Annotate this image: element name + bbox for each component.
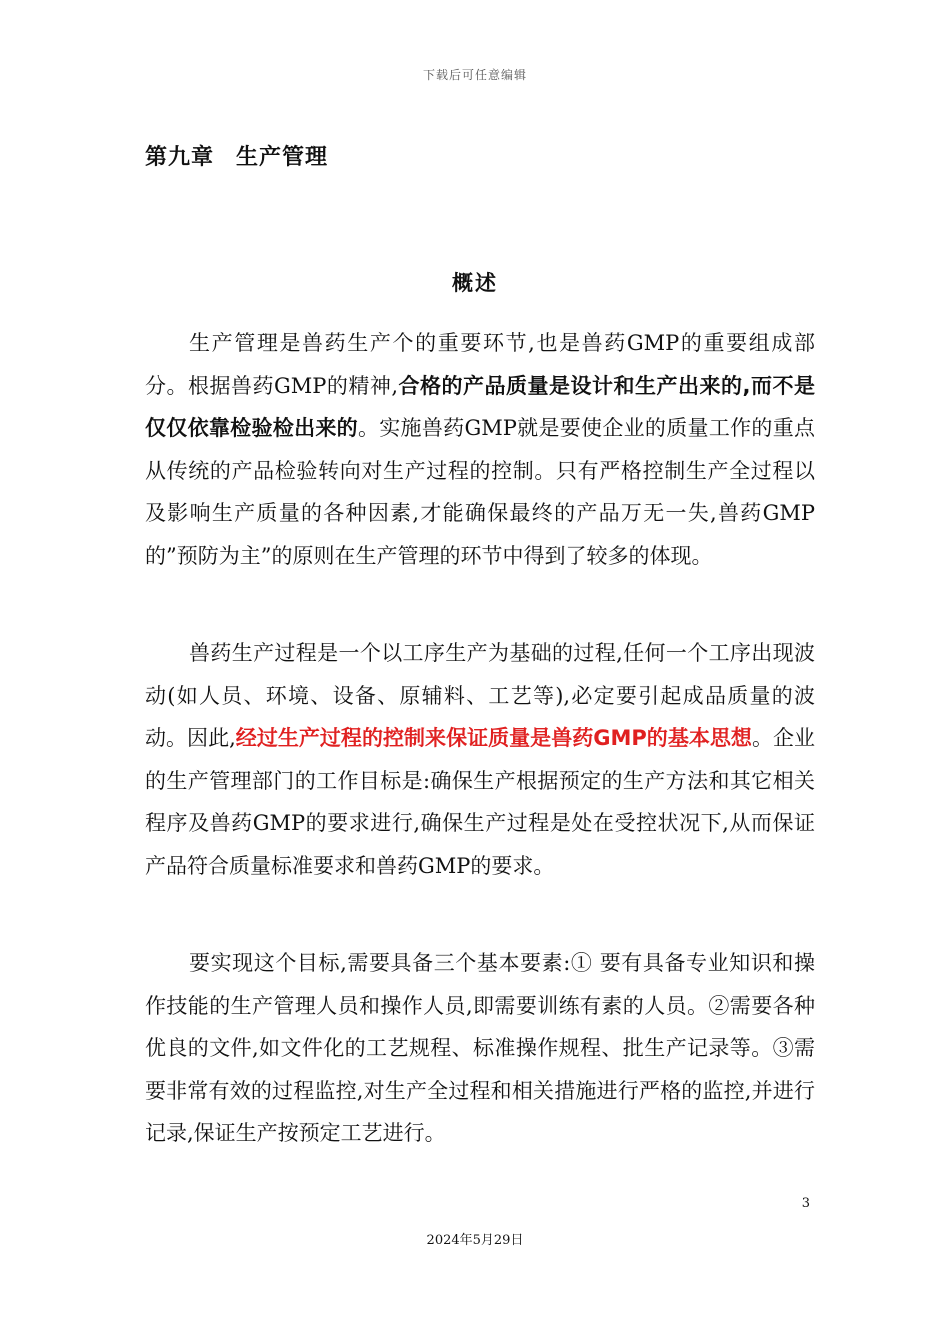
chapter-name: 生产管理 <box>236 145 329 170</box>
section-title: 概述 <box>452 271 498 295</box>
paragraph-text: 要实现这个目标,需要具备三个基本要素:① 要有具备专业知识和操作技能的生产管理人员和操作人员,即需要训练有素的人员。②需要各种优良的文件,如文件化的工艺规程、标准操作规程、批生产记录等。③需要非常有效的过程监控,对生产全过程和相关措施进行严格的监控,并进行记录,保证生产按预定工艺进行。 <box>145 951 815 1145</box>
chapter-title <box>145 140 328 171</box>
paragraph-text: 。实施兽药GMP就是要使企业的质量工作的重点从传统的产品检验转向对生产过程的控制。只有严格控制生产全过程以及影响生产质量的各种因素,才能确保最终的产品万无一失,兽药GMP的”预防为主”的原则在生产管理的环节中得到了较多的体现。 <box>145 416 816 568</box>
paragraph-text: 生产管理是兽药生产个的重要环节,也是兽药GMP的重要组成部分。根据兽药GMP的精神, <box>145 331 815 398</box>
paragraph-text: 。企业的生产管理部门的工作目标是:确保生产根据预定的生产方法和其它相关程序及兽药GMP的要求进行,确保生产过程是处在受控状况下,从而保证产品符合质量标准要求和兽药GMP的要求。 <box>145 726 815 878</box>
bold-emphasis: 合格的产品质量是设计和生产出来的,而不是仅仅依靠检验检出来的 <box>145 373 815 440</box>
footer-date: 2024年5月29日 <box>426 1233 524 1248</box>
paragraph-overview <box>145 322 815 577</box>
paragraph-text: 兽药生产过程是一个以工序生产为基础的过程,任何一个工序出现波动(如人员、环境、设备、原辅料、工艺等),必定要引起成品质量的波动。因此, <box>145 641 815 750</box>
red-emphasis: 经过生产过程的控制来保证质量是兽药GMP的基本思想 <box>235 726 752 750</box>
page-number: 3 <box>801 1196 810 1211</box>
paragraph-process <box>145 632 815 887</box>
chapter-number: 第九章 <box>145 145 215 170</box>
header-note: 下载后可任意编辑 <box>422 68 527 82</box>
paragraph-elements <box>145 942 815 1155</box>
